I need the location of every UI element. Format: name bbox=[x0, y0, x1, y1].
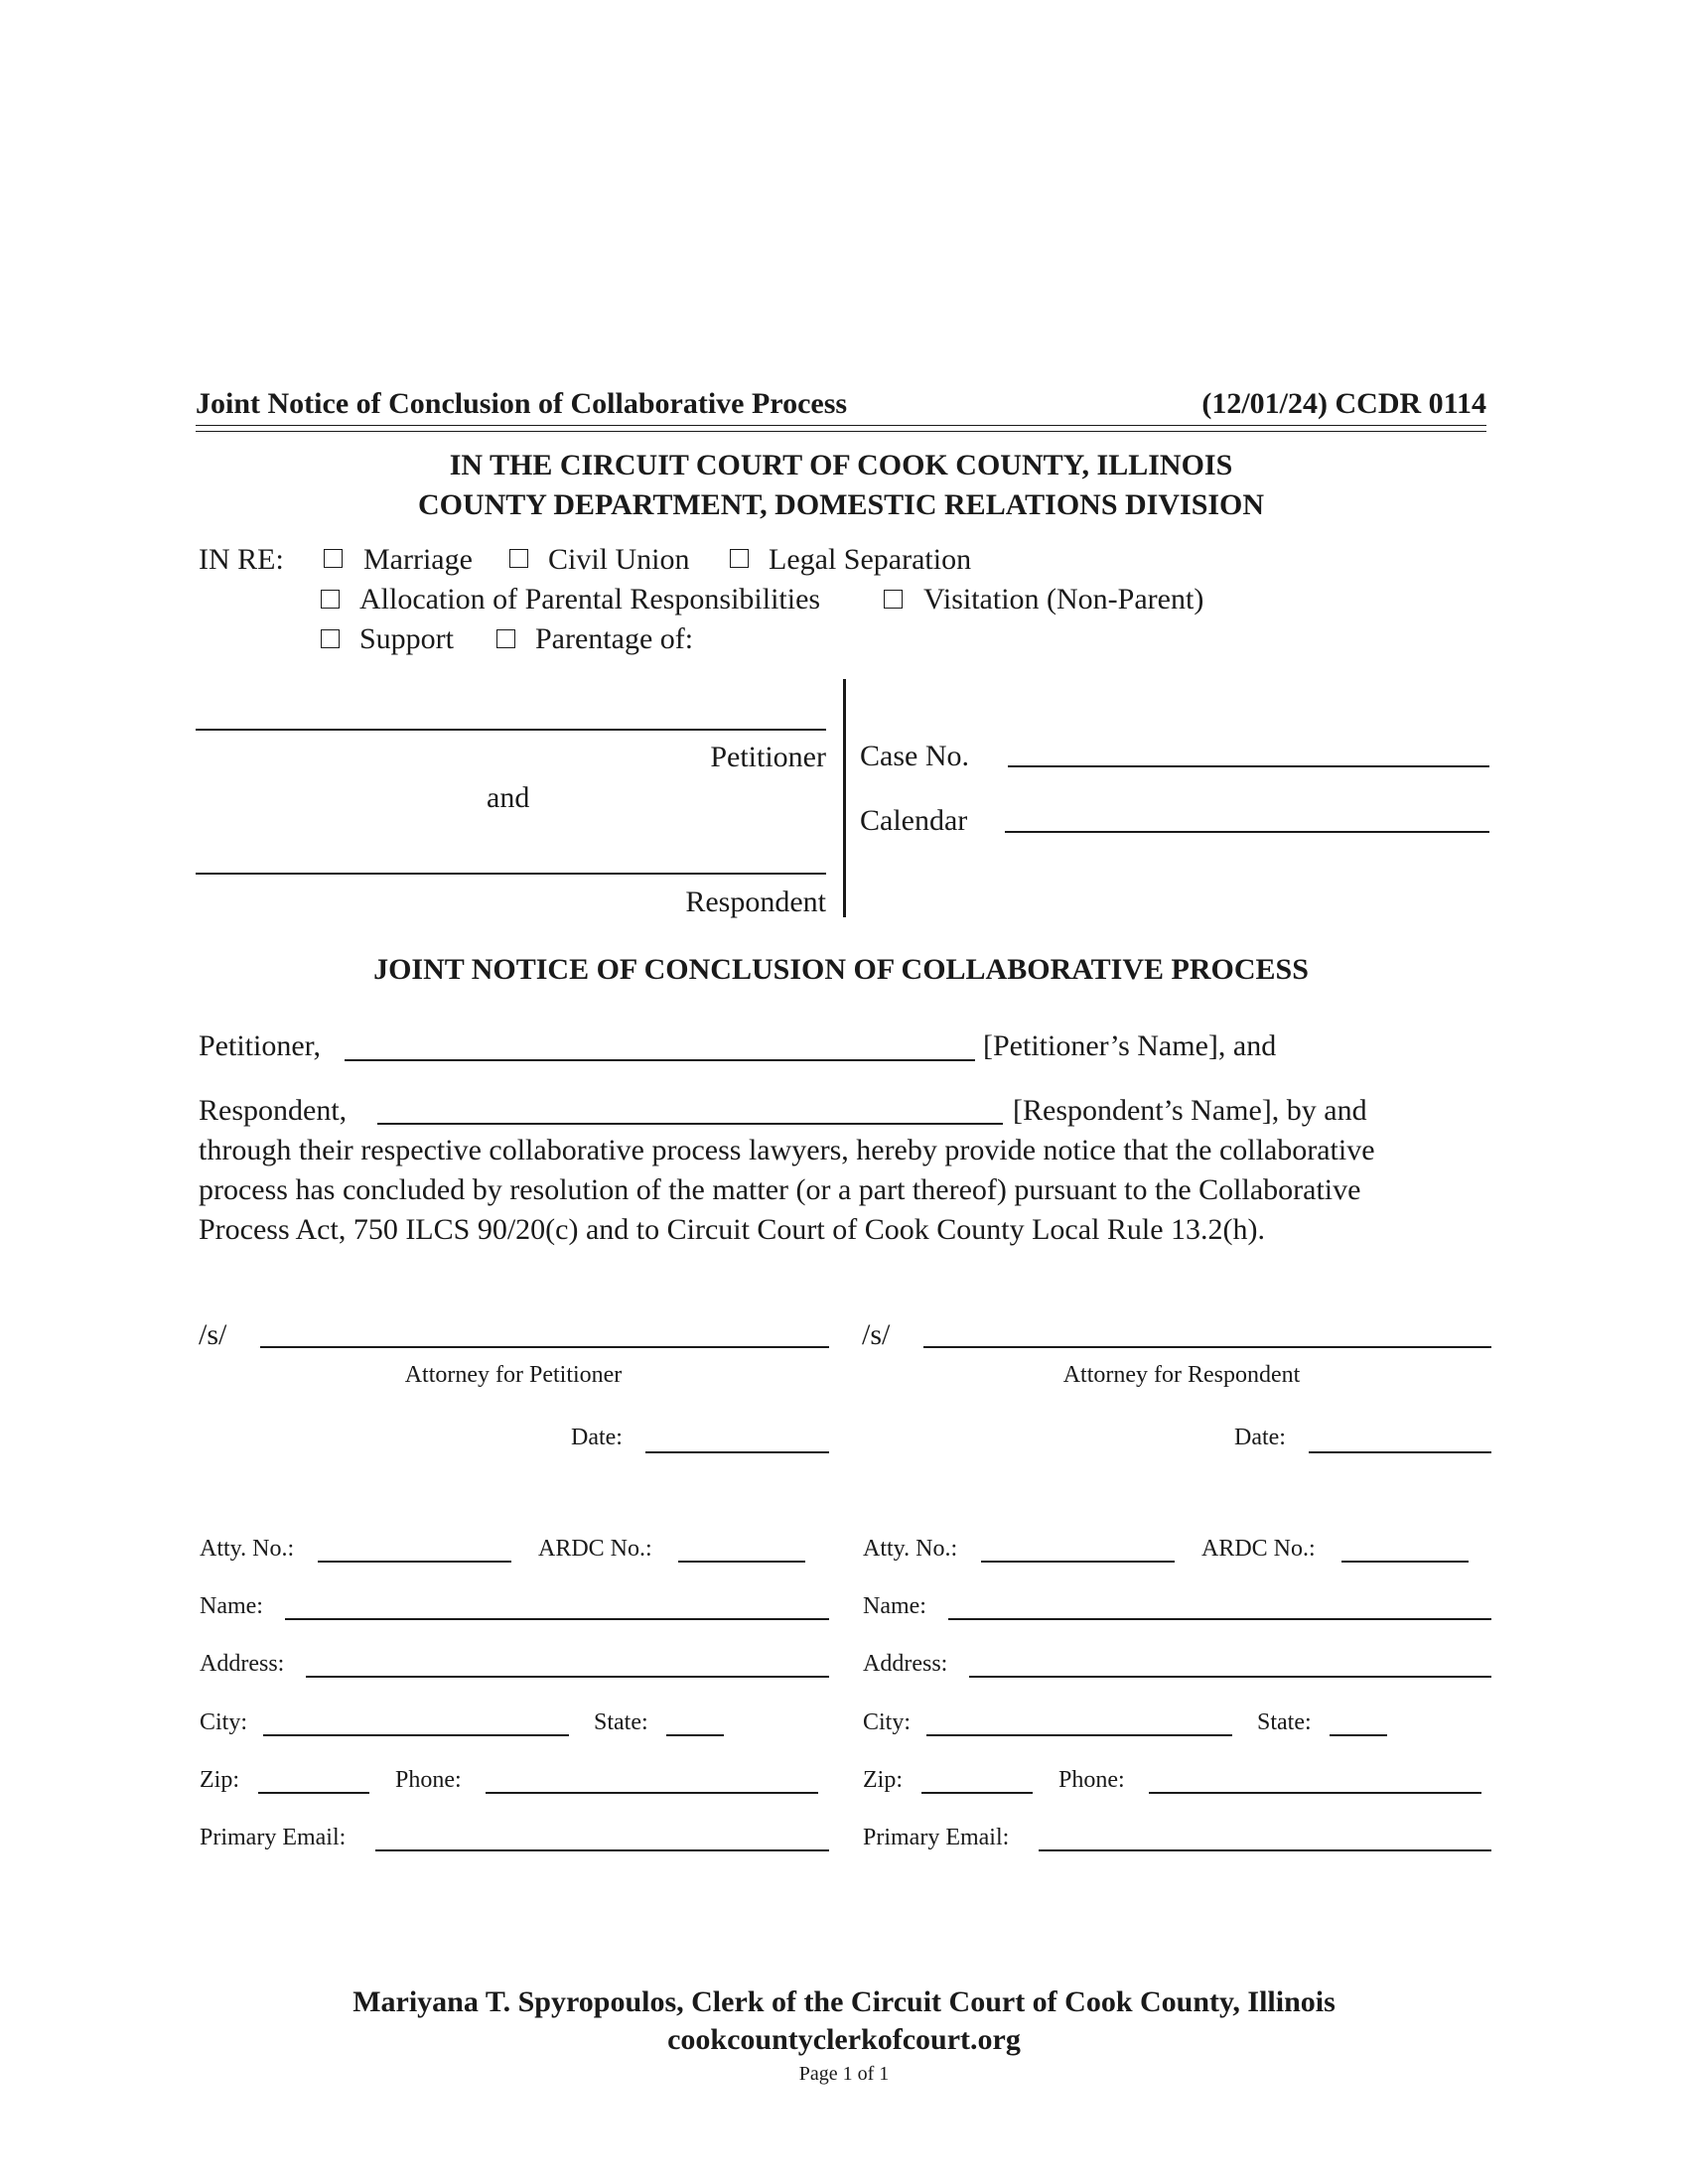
checkbox-legal-separation[interactable] bbox=[730, 549, 749, 568]
option-parentage-label: Parentage of: bbox=[535, 622, 694, 655]
address-label-left: Address: bbox=[200, 1651, 285, 1677]
footer-website[interactable]: cookcountyclerkofcourt.org bbox=[667, 2023, 1021, 2056]
phone-label-left: Phone: bbox=[395, 1767, 462, 1793]
calendar-line[interactable] bbox=[1005, 831, 1489, 833]
email-line-right[interactable] bbox=[1039, 1849, 1491, 1851]
caption-divider bbox=[843, 679, 846, 917]
state-line-right[interactable] bbox=[1330, 1734, 1387, 1736]
date-line-left[interactable] bbox=[645, 1451, 829, 1453]
checkbox-support[interactable] bbox=[321, 629, 340, 648]
in-re-label: IN RE: bbox=[199, 543, 284, 576]
attorney-for-petitioner-caption: Attorney for Petitioner bbox=[404, 1362, 623, 1388]
option-legal-separation-label: Legal Separation bbox=[769, 543, 972, 576]
signature-line-petitioner[interactable] bbox=[260, 1346, 829, 1348]
sig-prefix-right: /s/ bbox=[862, 1318, 891, 1351]
petitioner-name-blank[interactable] bbox=[345, 1059, 975, 1061]
case-no-label: Case No. bbox=[860, 740, 969, 772]
address-line-right[interactable] bbox=[969, 1676, 1491, 1678]
respondent-prefix: Respondent, bbox=[199, 1094, 348, 1127]
footer-page-number: Page 1 of 1 bbox=[798, 2063, 890, 2085]
email-line-left[interactable] bbox=[375, 1849, 829, 1851]
name-line-right[interactable] bbox=[948, 1618, 1491, 1620]
state-label-left: State: bbox=[594, 1709, 648, 1735]
signature-line-respondent[interactable] bbox=[923, 1346, 1491, 1348]
petitioner-name-line[interactable] bbox=[196, 729, 826, 731]
zip-line-right[interactable] bbox=[921, 1792, 1033, 1794]
email-label-left: Primary Email: bbox=[200, 1825, 347, 1850]
checkbox-parentage[interactable] bbox=[496, 629, 515, 648]
checkbox-visitation[interactable] bbox=[884, 590, 903, 609]
option-civil-union-label: Civil Union bbox=[548, 543, 690, 576]
phone-label-right: Phone: bbox=[1058, 1767, 1125, 1793]
paragraph-line-3: Process Act, 750 ILCS 90/20(c) and to Circuit Court of Cook County Local Rule 13.2(h). bbox=[199, 1213, 1266, 1246]
form-code: (12/01/24) CCDR 0114 bbox=[1201, 387, 1486, 420]
case-no-line[interactable] bbox=[1008, 765, 1489, 767]
paragraph-line-2: process has concluded by resolution of the matter (or a part thereof) pursuant to the Collaborative bbox=[199, 1173, 1361, 1206]
petitioner-label: Petitioner bbox=[710, 741, 826, 773]
respondent-name-line[interactable] bbox=[196, 873, 826, 875]
petitioner-suffix: [Petitioner’s Name], and bbox=[983, 1029, 1277, 1062]
zip-line-left[interactable] bbox=[258, 1792, 369, 1794]
calendar-label: Calendar bbox=[860, 804, 968, 837]
name-label-right: Name: bbox=[863, 1593, 926, 1619]
zip-label-left: Zip: bbox=[200, 1767, 239, 1793]
option-allocation-label: Allocation of Parental Responsibilities bbox=[359, 583, 821, 615]
name-line-left[interactable] bbox=[285, 1618, 829, 1620]
court-line-1: IN THE CIRCUIT COURT OF COOK COUNTY, ILLINOIS bbox=[449, 449, 1233, 481]
respondent-label: Respondent bbox=[685, 886, 826, 918]
ardc-no-line-left[interactable] bbox=[678, 1561, 805, 1563]
respondent-name-blank[interactable] bbox=[377, 1123, 1003, 1125]
header-rule-bottom bbox=[196, 431, 1486, 432]
date-line-right[interactable] bbox=[1309, 1451, 1491, 1453]
option-visitation-label: Visitation (Non-Parent) bbox=[923, 583, 1204, 615]
email-label-right: Primary Email: bbox=[863, 1825, 1010, 1850]
header-rule-top bbox=[196, 425, 1486, 426]
address-line-left[interactable] bbox=[306, 1676, 829, 1678]
document-title: JOINT NOTICE OF CONCLUSION OF COLLABORATIVE PROCESS bbox=[373, 953, 1309, 986]
ardc-no-label-right: ARDC No.: bbox=[1201, 1536, 1316, 1562]
footer-clerk: Mariyana T. Spyropoulos, Clerk of the Circuit Court of Cook County, Illinois bbox=[352, 1985, 1336, 2018]
respondent-suffix: [Respondent’s Name], by and bbox=[1013, 1094, 1367, 1127]
atty-no-label-right: Atty. No.: bbox=[863, 1536, 958, 1562]
name-label-left: Name: bbox=[200, 1593, 263, 1619]
ardc-no-line-right[interactable] bbox=[1341, 1561, 1469, 1563]
petitioner-prefix: Petitioner, bbox=[199, 1029, 321, 1062]
state-label-right: State: bbox=[1257, 1709, 1312, 1735]
option-marriage-label: Marriage bbox=[363, 543, 473, 576]
state-line-left[interactable] bbox=[666, 1734, 724, 1736]
paragraph-line-1: through their respective collaborative process lawyers, hereby provide notice that the collaborative bbox=[199, 1134, 1375, 1166]
atty-no-line-left[interactable] bbox=[318, 1561, 511, 1563]
date-label-right: Date: bbox=[1234, 1425, 1286, 1450]
phone-line-right[interactable] bbox=[1149, 1792, 1481, 1794]
checkbox-civil-union[interactable] bbox=[509, 549, 528, 568]
zip-label-right: Zip: bbox=[863, 1767, 903, 1793]
address-label-right: Address: bbox=[863, 1651, 948, 1677]
form-title: Joint Notice of Conclusion of Collaborative Process bbox=[196, 387, 848, 420]
city-label-left: City: bbox=[200, 1709, 248, 1735]
checkbox-marriage[interactable] bbox=[324, 549, 343, 568]
and-label: and bbox=[487, 781, 530, 814]
date-label-left: Date: bbox=[571, 1425, 623, 1450]
atty-no-line-right[interactable] bbox=[981, 1561, 1175, 1563]
city-line-right[interactable] bbox=[926, 1734, 1232, 1736]
city-line-left[interactable] bbox=[263, 1734, 569, 1736]
ardc-no-label-left: ARDC No.: bbox=[538, 1536, 652, 1562]
phone-line-left[interactable] bbox=[486, 1792, 818, 1794]
atty-no-label-left: Atty. No.: bbox=[200, 1536, 295, 1562]
option-support-label: Support bbox=[359, 622, 455, 655]
court-line-2: COUNTY DEPARTMENT, DOMESTIC RELATIONS DIVISION bbox=[417, 488, 1265, 521]
attorney-for-respondent-caption: Attorney for Respondent bbox=[1062, 1362, 1301, 1388]
city-label-right: City: bbox=[863, 1709, 912, 1735]
sig-prefix-left: /s/ bbox=[199, 1318, 227, 1351]
checkbox-allocation[interactable] bbox=[321, 590, 340, 609]
